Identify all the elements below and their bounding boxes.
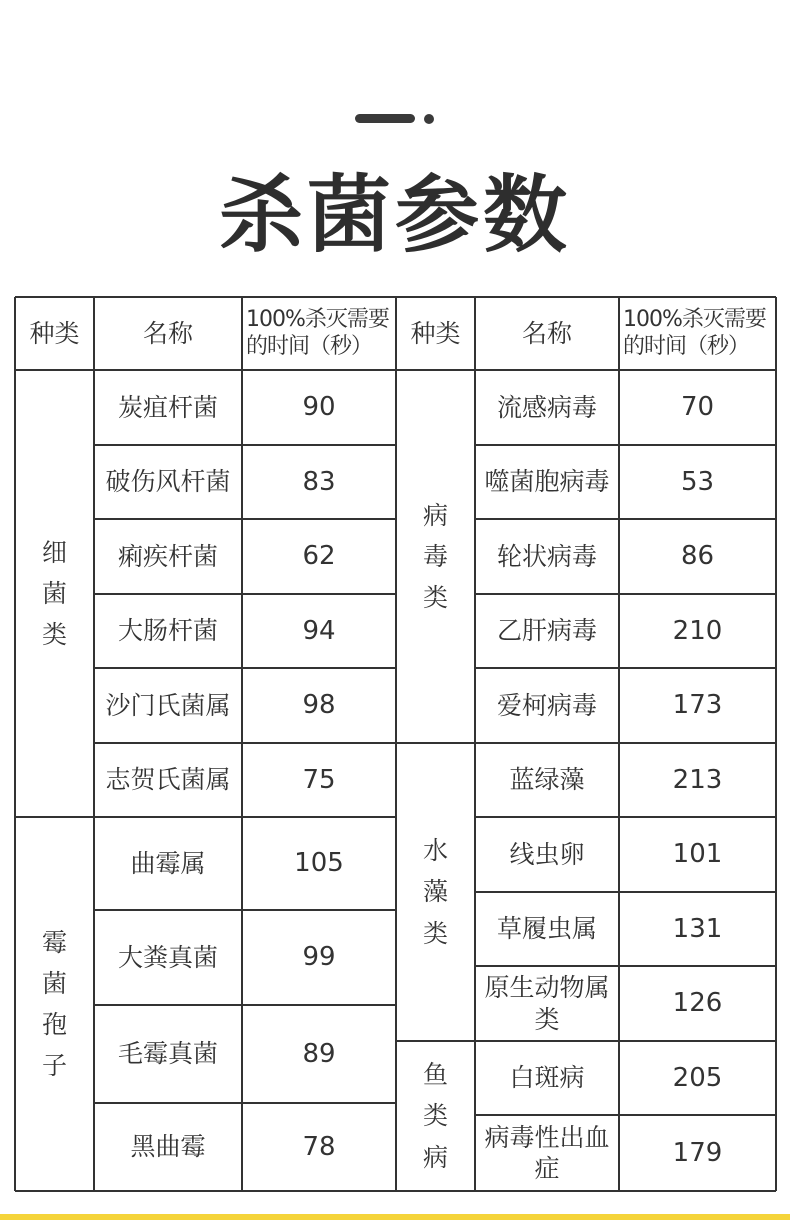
organism-name: 大肠杆菌	[117, 616, 218, 646]
organism-name: 线虫卵	[509, 839, 585, 869]
organism-name: 毛霉真菌	[117, 1039, 218, 1069]
organism-name: 炭疽杆菌	[117, 392, 218, 422]
kill-time-seconds: 179	[672, 1137, 723, 1168]
kill-time-seconds: 62	[302, 541, 336, 572]
header-name-right: 名称	[521, 318, 572, 348]
header-name-left: 名称	[142, 318, 193, 348]
category-char: 类	[422, 583, 448, 613]
organism-name: 沙门氏菌属	[105, 690, 231, 720]
category-char: 毒	[422, 541, 448, 571]
kill-time-seconds: 213	[672, 764, 723, 795]
kill-time-seconds: 126	[672, 988, 723, 1019]
kill-time-seconds: 101	[672, 839, 723, 870]
header-time-line1: 100%杀灭需要	[246, 307, 389, 333]
left-category-1	[15, 817, 94, 1191]
right-category-2	[396, 1041, 475, 1191]
kill-time-seconds: 99	[302, 942, 336, 973]
category-char: 类	[41, 620, 67, 650]
header-time-line2: 的时间（秒）	[623, 333, 750, 359]
organism-name: 轮状病毒	[496, 541, 597, 571]
organism-name: 乙肝病毒	[496, 616, 597, 646]
category-char: 类	[422, 918, 448, 948]
right-category-1	[396, 743, 475, 1041]
header-category-right: 种类	[410, 318, 461, 348]
page-title: 杀菌参数	[218, 166, 571, 264]
organism-name: 噬菌胞病毒	[484, 467, 610, 497]
kill-time-seconds: 205	[672, 1062, 723, 1093]
organism-name: 破伤风杆菌	[105, 467, 231, 497]
organism-name: 病毒性出血症	[484, 1122, 610, 1183]
header-category-left: 种类	[29, 318, 80, 348]
organism-name: 曲霉属	[130, 848, 206, 878]
category-char: 细	[41, 537, 67, 567]
category-char: 病	[422, 1142, 448, 1172]
organism-name: 大粪真菌	[117, 942, 218, 972]
category-char: 藻	[422, 877, 448, 907]
category-char: 子	[41, 1051, 67, 1081]
organism-name: 原生动物属类	[484, 973, 610, 1034]
organism-name: 志贺氏菌属	[105, 765, 231, 795]
category-char: 孢	[41, 1010, 67, 1039]
organism-name: 流感病毒	[496, 392, 597, 422]
kill-time-seconds: 78	[302, 1131, 336, 1162]
right-category-0	[396, 370, 475, 743]
category-char: 菌	[41, 578, 67, 608]
organism-name: 爱柯病毒	[496, 690, 597, 720]
kill-time-seconds: 83	[302, 466, 336, 497]
kill-time-seconds: 105	[294, 848, 344, 879]
kill-time-seconds: 90	[302, 392, 336, 423]
organism-name: 痢疾杆菌	[117, 541, 218, 571]
category-char: 鱼	[422, 1060, 448, 1090]
kill-time-seconds: 173	[672, 690, 723, 721]
category-char: 水	[422, 836, 448, 866]
header-time-line2: 的时间（秒）	[246, 333, 373, 359]
header-time-line1: 100%杀灭需要	[623, 307, 766, 333]
bottom-accent-bar	[0, 1214, 790, 1220]
kill-time-seconds: 75	[302, 764, 336, 795]
organism-name: 草履虫属	[496, 914, 597, 944]
organism-name: 黑曲霉	[130, 1132, 206, 1162]
category-char: 菌	[41, 968, 67, 998]
kill-time-seconds: 89	[302, 1038, 336, 1069]
kill-time-seconds: 86	[680, 541, 715, 572]
kill-time-seconds: 98	[302, 690, 336, 721]
category-char: 病	[422, 500, 448, 530]
kill-time-seconds: 210	[672, 615, 723, 646]
category-char: 类	[422, 1101, 448, 1131]
organism-name: 白斑病	[509, 1063, 585, 1093]
header-time-left	[242, 297, 396, 370]
kill-time-seconds: 53	[680, 466, 715, 497]
kill-time-seconds: 94	[302, 615, 336, 646]
left-category-0	[15, 370, 94, 817]
kill-time-seconds: 70	[680, 392, 715, 423]
kill-time-seconds: 131	[672, 913, 723, 944]
category-char: 霉	[41, 927, 67, 957]
header-time-right	[619, 297, 776, 370]
organism-name: 蓝绿藻	[509, 765, 585, 795]
